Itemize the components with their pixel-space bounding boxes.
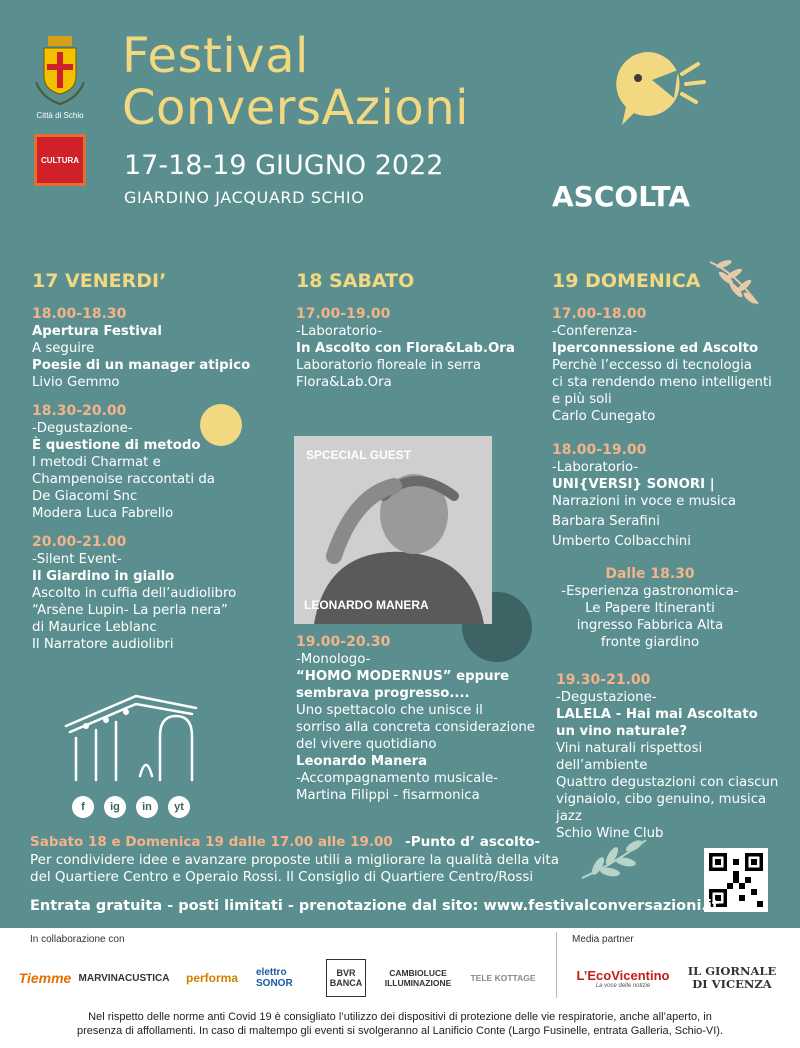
media-logo-giornale: IL GIORNALE DI VICENZA xyxy=(687,964,777,991)
entry-info: Entrata gratuita - posti limitati - prenotazione dal sito: www.festivalconversazioni.it xyxy=(30,898,719,914)
sunday-event-3 xyxy=(550,566,750,651)
event-line: I metodi Charmat e xyxy=(32,455,161,470)
theme-title: ASCOLTA xyxy=(552,180,690,213)
listening-point xyxy=(30,834,590,887)
event-line: Barbara Serafini xyxy=(552,514,660,529)
event-line: Umberto Colbacchini xyxy=(552,534,691,549)
event-line: Il Narratore audiolibri xyxy=(32,637,174,652)
event-line: Quattro degustazioni con ciascun xyxy=(556,775,779,790)
sponsor-logo-marvin: MARVINACUSTICA xyxy=(78,972,170,984)
event-line: Livio Gemmo xyxy=(32,375,120,390)
media-partner-label: Media partner xyxy=(572,934,634,945)
event-time: Dalle 18.30 xyxy=(605,566,695,582)
guest-name: LEONARDO MANERA xyxy=(304,598,429,612)
title-line-1: Festival xyxy=(122,28,309,84)
listening-point-line: Per condividere idee e avanzare proposte utili a migliorare la qualità della vita xyxy=(30,851,559,868)
event-title: Apertura Festival xyxy=(32,324,162,339)
listening-point-heading xyxy=(30,834,590,852)
guest-label: SPCECIAL GUEST xyxy=(306,448,412,462)
event-type: -Laboratorio- xyxy=(296,324,383,339)
event-type: -Degustazione- xyxy=(32,421,133,436)
event-title: UNI{VERSI} SONORI | xyxy=(552,477,715,492)
event-line: Ascolto in cuffia dell’audiolibro xyxy=(32,586,237,601)
event-type: -Laboratorio- xyxy=(552,460,639,475)
event-line: Flora&Lab.Ora xyxy=(296,375,392,390)
sunday-event-4 xyxy=(556,672,796,842)
event-time: 17.00-19.00 xyxy=(296,306,391,322)
event-line: Perchè l’eccesso di tecnologia xyxy=(552,358,752,373)
speech-bubble-icon xyxy=(608,44,712,134)
friday-column xyxy=(32,306,272,653)
sponsor-logo-elettrosonor: elettro SONOR xyxy=(256,967,293,989)
youtube-icon[interactable]: yt xyxy=(168,796,190,818)
event-title: Iperconnessione ed Ascolto xyxy=(552,341,759,356)
event-time: 17.00-18.00 xyxy=(552,306,647,322)
sponsor-logo-telekottage: TELE KOTTAGE xyxy=(470,973,536,983)
event-time: 20.00-21.00 xyxy=(32,534,127,550)
media-logo-ecovicentino xyxy=(572,968,674,989)
heading-friday: 17 VENERDI’ xyxy=(32,270,167,292)
event-line: fronte giardino xyxy=(600,635,700,650)
event-type: -Conferenza- xyxy=(552,324,638,339)
event-title: sembrava progresso.... xyxy=(296,686,470,701)
event-line: Schio Wine Club xyxy=(556,826,664,841)
event-line: Martina Filippi - fisarmonica xyxy=(296,788,480,803)
saturday-event-2 xyxy=(296,634,546,804)
sponsor-logo-bvr: BVR BANCA xyxy=(326,959,366,997)
social-icons xyxy=(72,796,190,818)
footer-divider xyxy=(556,932,557,998)
sponsor-logos xyxy=(16,956,552,1000)
event-title: È questione di metodo xyxy=(32,438,201,453)
cultura-label: CULTURA xyxy=(40,155,80,165)
cultura-logo xyxy=(34,134,86,186)
event-line: Le Papere Itineranti xyxy=(585,601,715,616)
friday-event-2 xyxy=(32,403,272,522)
instagram-icon[interactable]: ig xyxy=(104,796,126,818)
event-line: Vini naturali rispettosi dell’ambiente xyxy=(556,741,703,773)
leaf-branch-icon xyxy=(578,834,650,884)
building-illustration xyxy=(56,676,216,786)
event-line: -Accompagnamento musicale- xyxy=(296,771,498,786)
media-logo-ecovicentino-tagline: La voce delle notizie xyxy=(595,982,651,989)
event-title: In Ascolto con Flora&Lab.Ora xyxy=(296,341,515,356)
city-label: Città di Schio xyxy=(36,111,84,120)
media-logo-ecovicentino-text: L’EcoVicentino xyxy=(576,967,670,983)
event-title: “HOMO MODERNUS” eppure xyxy=(296,669,510,684)
title-line-2: ConversAzioni xyxy=(122,80,469,136)
city-crest-logo xyxy=(30,32,90,122)
event-line: vignaiolo, cibo genuino, musica jazz xyxy=(556,792,767,824)
sponsor-logo-performa: performa xyxy=(185,971,238,985)
heading-saturday: 18 SABATO xyxy=(296,270,415,292)
covid-notice-line: Nel rispetto delle norme anti Covid 19 è consigliato l’utilizzo dei dispositivi di protezione delle vie respiratorie, anche all’aperto, in xyxy=(88,1011,712,1023)
festival-venue: GIARDINO JACQUARD SCHIO xyxy=(124,188,365,207)
event-line: ci sta rendendo meno intelligenti xyxy=(552,375,772,390)
event-type: -Degustazione- xyxy=(556,690,657,705)
event-time: 18.00-19.00 xyxy=(552,442,647,458)
collaboration-label: In collaborazione con xyxy=(30,934,125,945)
heading-sunday: 19 DOMENICA xyxy=(552,270,701,292)
event-line: sorriso alla concreta considerazione xyxy=(296,720,535,735)
covid-notice xyxy=(20,1010,780,1038)
event-performer: Leonardo Manera xyxy=(296,754,428,769)
event-time: 18.00-18.30 xyxy=(32,306,127,322)
event-line: ingresso Fabbrica Alta xyxy=(576,618,724,633)
friday-event-1 xyxy=(32,306,272,391)
facebook-icon[interactable]: f xyxy=(72,796,94,818)
event-line: Carlo Cunegato xyxy=(552,409,656,424)
event-type: -Esperienza gastronomica- xyxy=(561,584,739,599)
event-subtitle: Poesie di un manager atipico xyxy=(32,358,251,373)
event-line: Modera Luca Fabrello xyxy=(32,506,174,521)
event-time: 19.00-20.30 xyxy=(296,634,391,650)
sunday-event-2 xyxy=(552,442,792,550)
special-guest-photo xyxy=(294,436,492,624)
event-line: di Maurice Leblanc xyxy=(32,620,157,635)
covid-notice-line: presenza di affollamenti. In caso di maltempo gli eventi si svolgeranno al Lanificio Conte (Largo Fusinelle, entrata Galleria, Schio-VI). xyxy=(76,1025,724,1037)
event-line: Laboratorio floreale in serra xyxy=(296,358,482,373)
festival-dates: 17-18-19 GIUGNO 2022 xyxy=(124,150,444,181)
event-line: Narrazioni in voce e musica xyxy=(552,494,737,509)
event-title: un vino naturale? xyxy=(556,724,688,739)
leaf-icon xyxy=(704,252,764,312)
event-line: Uno spettacolo che unisce il xyxy=(296,703,483,718)
event-line: “Arsène Lupin- La perla nera” xyxy=(32,603,228,618)
event-line: De Giacomi Snc xyxy=(32,489,138,504)
listening-point-title: -Punto d’ ascolto- xyxy=(405,834,541,850)
listening-point-line: del Quartiere Centro e Operaio Rossi. Il Consiglio di Quartiere Centro/Rossi xyxy=(30,869,534,885)
event-line: Champenoise raccontati da xyxy=(32,472,215,487)
event-line: A seguire xyxy=(32,341,95,356)
event-type: -Silent Event- xyxy=(32,552,122,567)
event-title: Il Giardino in giallo xyxy=(32,569,175,584)
event-line: del vivere quotidiano xyxy=(296,737,437,752)
media-logos xyxy=(572,956,792,1000)
event-type: -Monologo- xyxy=(296,652,371,667)
event-time: 18.30-20.00 xyxy=(32,403,127,419)
listening-point-time: Sabato 18 e Domenica 19 dalle 17.00 alle 19.00 xyxy=(30,834,393,850)
sponsor-logo-tiemme: Tiemme xyxy=(18,970,72,986)
friday-event-3 xyxy=(32,534,272,653)
sunday-event-1 xyxy=(552,306,792,425)
festival-title xyxy=(122,30,469,134)
event-title: LALELA - Hai mai Ascoltato xyxy=(556,707,758,722)
sponsor-logo-cambioluce: CAMBIOLUCE ILLUMINAZIONE xyxy=(384,968,452,988)
event-time: 19.30-21.00 xyxy=(556,672,651,688)
event-line: e più soli xyxy=(552,392,612,407)
saturday-event-1 xyxy=(296,306,536,391)
linkedin-icon[interactable]: in xyxy=(136,796,158,818)
